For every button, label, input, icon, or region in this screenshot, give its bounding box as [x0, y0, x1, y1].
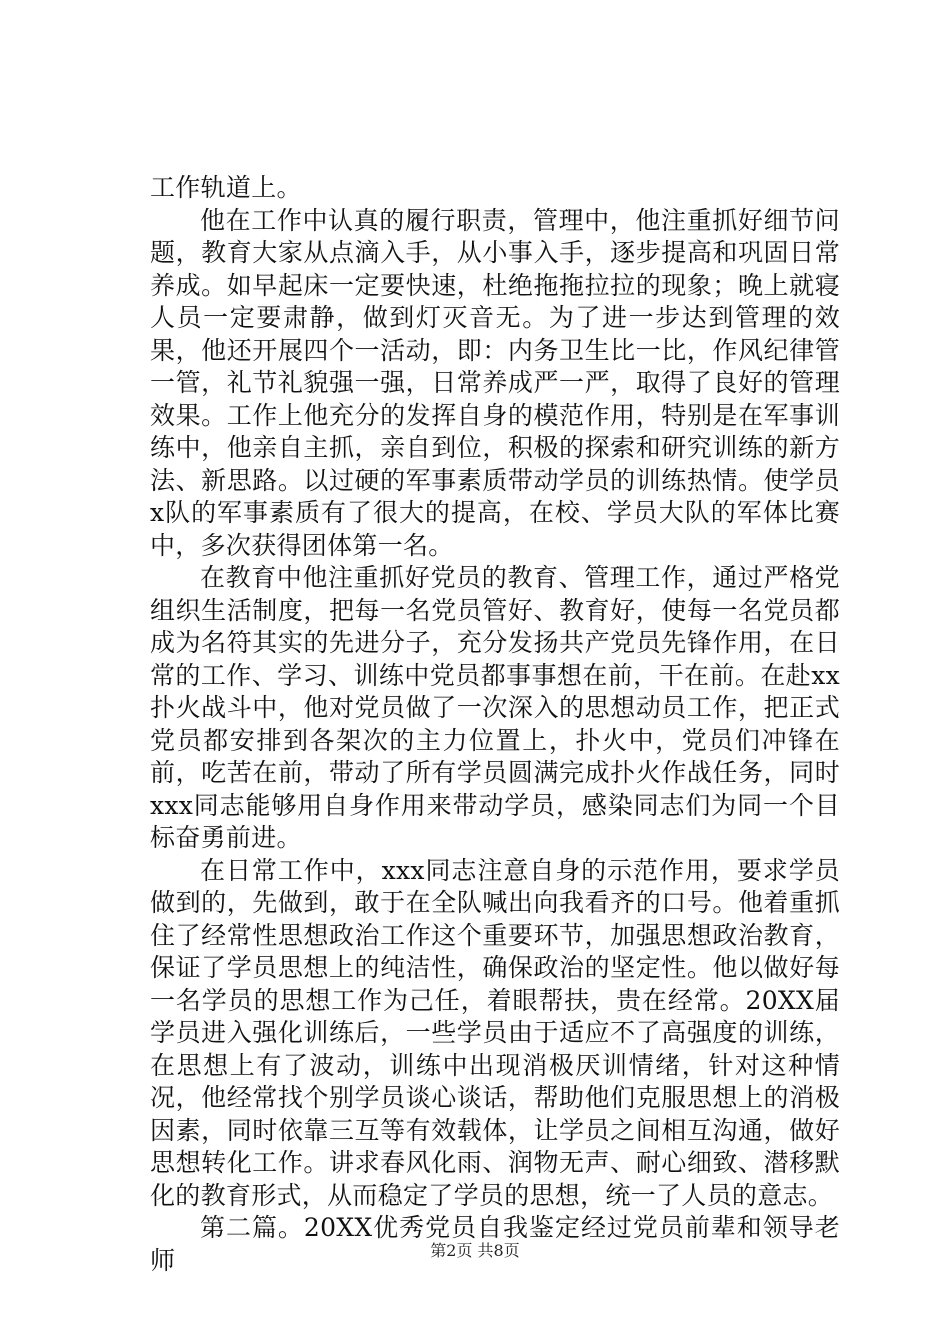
- page-number-footer: 第2页 共8页: [430, 1241, 520, 1260]
- paragraph-daily-work: 在日常工作中，xxx同志注意自身的示范作用，要求学员做到的，先做到，敢于在全队喊出向我看齐的口号。他着重抓住了经常性思想政治工作这个重要环节，加强思想政治教育，保证了学员思想上的纯洁性，确保政治的坚定性。他以做好每一名学员的思想工作为己任，着眼帮扶，贵在经常。20XX届学员进入强化训练后，一些学员由于适应不了高强度的训练，在思想上有了波动，训练中出现消极厌训情绪，针对这种情况，他经常找个别学员谈心谈话，帮助他们克服思想上的消极因素，同时依靠三互等有效载体，让学员之间相互沟通，做好思想转化工作。讲求春风化雨、润物无声、耐心细致、潜移默化的教育形式，从而稳定了学员的思想，统一了人员的意志。: [150, 855, 840, 1210]
- paragraph-second-article: 第二篇。20XX优秀党员自我鉴定经过党员前辈和领导老师: [150, 1213, 840, 1275]
- paragraph-party-education: 在教育中他注重抓好党员的教育、管理工作，通过严格党组织生活制度，把每一名党员管好、教育好，使每一名党员都成为名符其实的先进分子，充分发扬共产党员先锋作用，在日常的工作、学习、训练中党员都事事想在前，干在前。在赴xx扑火战斗中，他对党员做了一次深入的思想动员工作，把正式党员都安排到各架次的主力位置上，扑火中，党员们冲锋在前，吃苦在前，带动了所有学员圆满完成扑火作战任务，同时xxx同志能够用自身作用来带动学员，感染同志们为同一个目标奋勇前进。: [150, 563, 840, 852]
- body-text: [150, 172, 840, 1277]
- paragraph-management-duties: 他在工作中认真的履行职责，管理中，他注重抓好细节问题，教育大家从点滴入手，从小事入手，逐步提高和巩固日常养成。如早起床一定要快速，杜绝拖拖拉拉的现象；晚上就寝人员一定要肃静，做到灯灭音无。为了进一步达到管理的效果，他还开展四个一活动，即：内务卫生比一比，作风纪律管一管，礼节礼貌强一强，日常养成严一严，取得了良好的管理效果。工作上他充分的发挥自身的模范作用，特别是在军事训练中，他亲自主抓，亲自到位，积极的探索和研究训练的新方法、新思路。以过硬的军事素质带动学员的训练热情。使学员x队的军事素质有了很大的提高，在校、学员大队的军体比赛中，多次获得团体第一名。: [150, 205, 840, 560]
- paragraph-continuation: 工作轨道上。: [150, 173, 302, 202]
